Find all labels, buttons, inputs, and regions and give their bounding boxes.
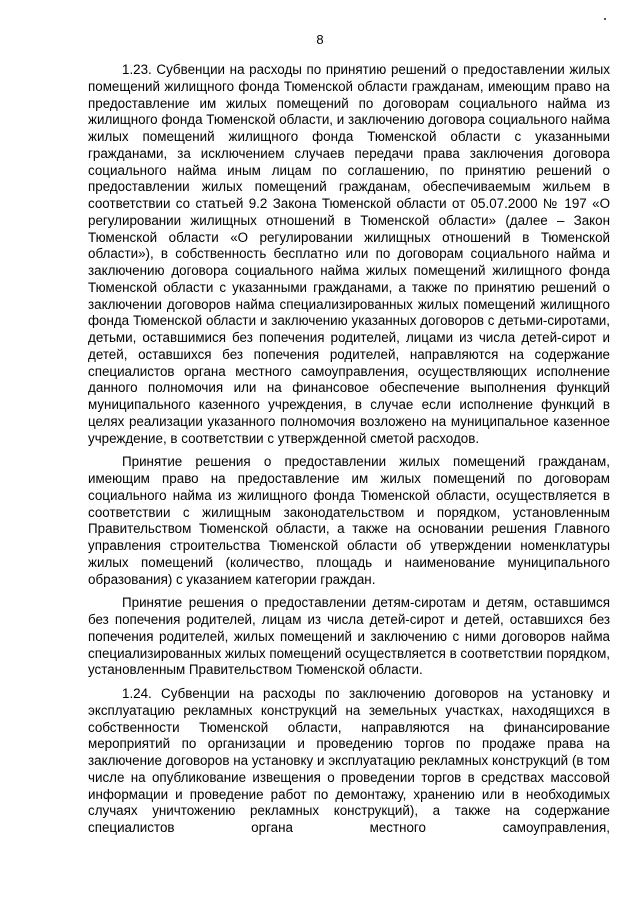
paragraph-orphans-decision: Принятие решения о предоставлении детям-сиротам и детям, оставшимся без попечения родителей, лицам из числа детей-сирот и детей, оставшихся без попечения родителей, жилых помещений и заключению с ними договоров найма специализированных жилых помещений осуществляется в соответствии порядком, установленным Правительством Тюменской области. — [88, 595, 610, 678]
document-body — [88, 62, 610, 837]
paragraph-1-23: 1.23. Субвенции на расходы по принятию решений о предоставлении жилых помещений жилищного фонда Тюменской области гражданам, имеющим право на предоставление им жилых помещений по договорам социального найма из жилищного фонда Тюменской области, и заключению договора социального найма жилых помещений жилищного фонда Тюменской области с указанными гражданами, за исключением случаев передачи права заключения договора социального найма иным лицам по соглашению, по принятию решений о предоставлении жилых помещений гражданам, обеспечиваемым жильем в соответствии со статьей 9.2 Закона Тюменской области от 05.07.2000 № 197 «О регулировании жилищных отношений в Тюменской области» (далее – Закон Тюменской области «О регулировании жилищных отношений в Тюменской области»), в собственность бесплатно или по договорам социального найма и заключению договора социального найма жилых помещений жилищного фонда Тюменской области с указанными гражданами, а также по принятию решений о заключении договоров найма специализированных жилых помещений жилищного фонда Тюменской области и заключению указанных договоров с детьми-сиротами, детьми, оставшимися без попечения родителей, лицами из числа детей-сирот и детей, оставшихся без попечения родителей, направляются на содержание специалистов органа местного самоуправления, осуществляющих исполнение данного полномочия или на финансовое обеспечение выполнения функций муниципального казенного учреждения, в случае если исполнение функций в целях реализации указанного полномочия возложено на муниципальное казенное учреждение, в соответствии с утвержденной сметой расходов. — [88, 62, 610, 446]
scan-artifact-dot — [604, 18, 606, 20]
paragraph-housing-decision: Принятие решения о предоставлении жилых помещений гражданам, имеющим право на предоставление им жилых помещений по договорам социального найма из жилищного фонда Тюменской области, осуществляется в соответствии с жилищным законодательством и порядком, установленным Правительством Тюменской области, а также на основании решения Главного управления строительства Тюменской области об утверждении номенклатуры жилых помещений (количество, площадь и наименование муниципального образования) с указанием категории граждан. — [88, 454, 610, 587]
page-number: 8 — [316, 32, 324, 47]
paragraph-1-24: 1.24. Субвенции на расходы по заключению договоров на установку и эксплуатацию рекламных конструкций на земельных участках, находящихся в собственности Тюменской области, направляются на финансирование мероприятий по организации и проведению торгов по продаже права на заключение договоров на установку и эксплуатацию рекламных конструкций (в том числе на опубликование извещения о проведении торгов в средствах массовой информации и проведение работ по демонтажу, хранению или в необходимых случаях уничтожению рекламных конструкций), а также на содержание специалистов органа местного самоуправления, — [88, 686, 610, 835]
